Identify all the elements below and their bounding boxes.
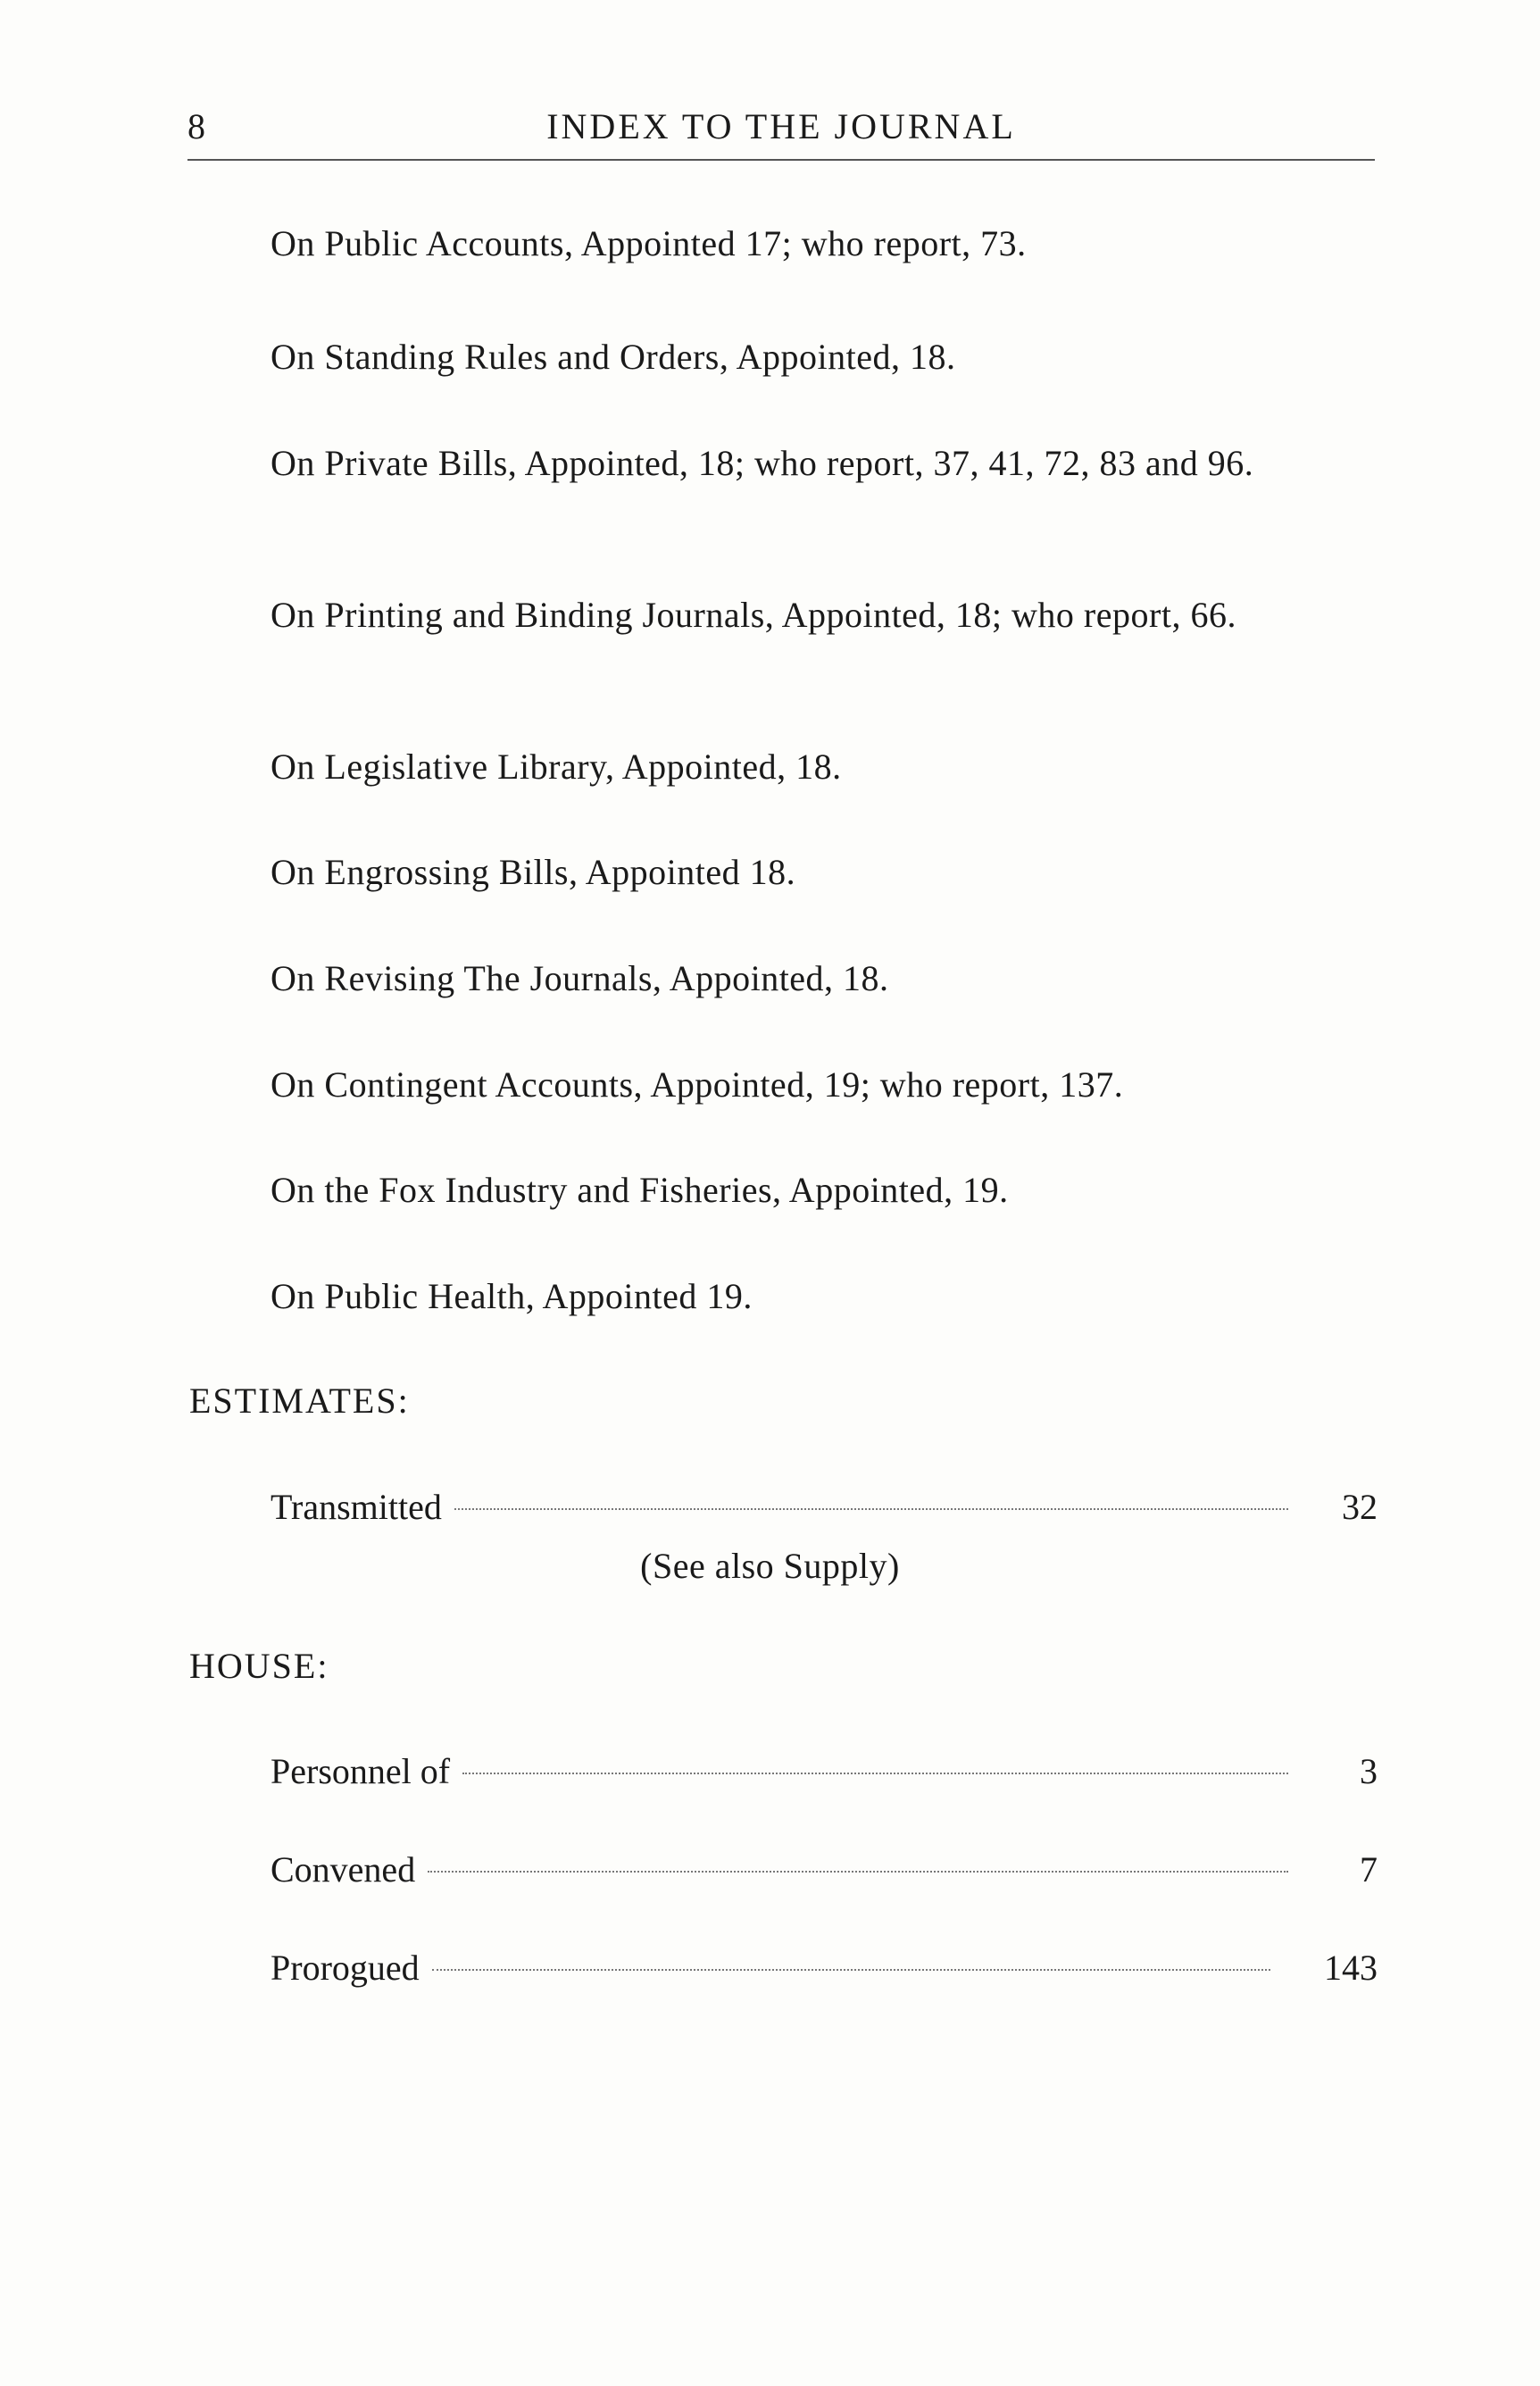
toc-label: Prorogued (271, 1948, 420, 1988)
index-entry-printing-binding: On Printing and Binding Journals, Appointed, 18; who report, 66. (271, 595, 1236, 635)
see-also-note: (See also Supply) (640, 1546, 900, 1586)
index-entry-contingent-accounts: On Contingent Accounts, Appointed, 19; who report, 137. (271, 1064, 1124, 1105)
index-entry-public-accounts: On Public Accounts, Appointed 17; who report, 73. (271, 223, 1027, 263)
section-heading-estimates: ESTIMATES: (189, 1381, 410, 1421)
dot-leader (432, 1969, 1270, 1971)
index-entry-standing-rules: On Standing Rules and Orders, Appointed, 18. (271, 337, 956, 377)
index-entry-fox-industry: On the Fox Industry and Fisheries, Appointed, 19. (271, 1170, 1009, 1210)
dot-leader (454, 1508, 1288, 1510)
index-entry-public-health: On Public Health, Appointed 19. (271, 1276, 753, 1316)
index-entry-revising-journals: On Revising The Journals, Appointed, 18. (271, 958, 889, 998)
toc-page-number: 3 (1360, 1751, 1378, 1791)
toc-row-prorogued (271, 1947, 1378, 2000)
toc-row-convened (271, 1848, 1378, 1902)
toc-label: Personnel of (271, 1751, 451, 1791)
page-number: 8 (187, 106, 206, 146)
index-entry-legislative-library: On Legislative Library, Appointed, 18. (271, 747, 842, 787)
toc-row-transmitted (271, 1486, 1378, 1539)
running-title: INDEX TO THE JOURNAL (546, 106, 1016, 146)
page-header (187, 105, 1375, 161)
index-entry-engrossing-bills: On Engrossing Bills, Appointed 18. (271, 852, 796, 892)
dot-leader (428, 1871, 1288, 1873)
toc-page-number: 143 (1324, 1948, 1378, 1988)
toc-page-number: 32 (1342, 1487, 1378, 1527)
toc-row-personnel (271, 1750, 1378, 1804)
toc-label: Convened (271, 1849, 416, 1890)
index-entry-private-bills: On Private Bills, Appointed, 18; who report, 37, 41, 72, 83 and 96. (271, 443, 1254, 483)
toc-label: Transmitted (271, 1487, 442, 1527)
section-heading-house: HOUSE: (189, 1646, 329, 1686)
toc-page-number: 7 (1360, 1849, 1378, 1890)
dot-leader (462, 1773, 1288, 1774)
